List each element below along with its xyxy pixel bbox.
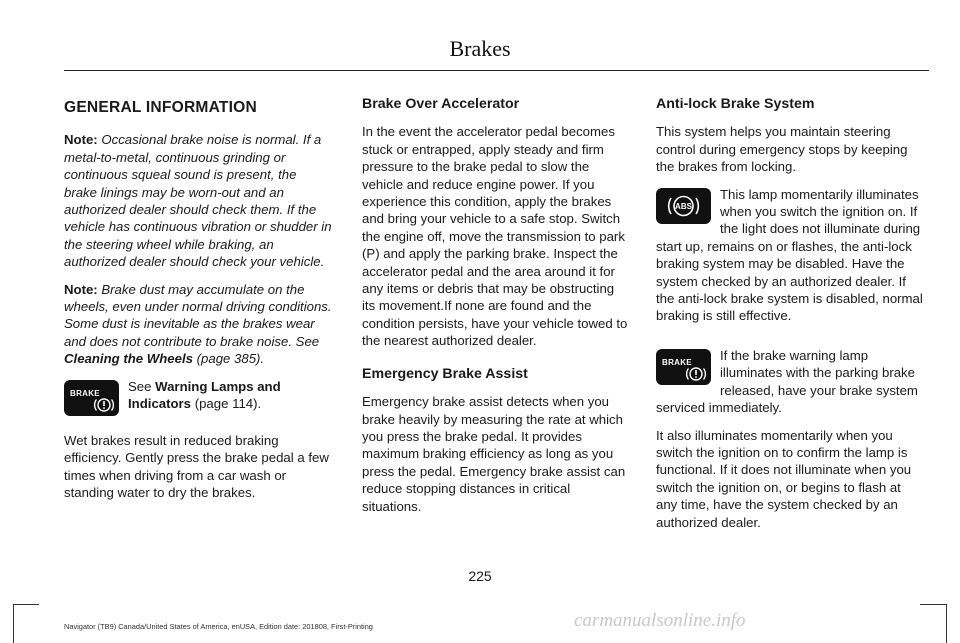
page-header-title: Brakes bbox=[449, 36, 511, 61]
brake-lamp-paragraph bbox=[656, 347, 924, 417]
abs-lamp-text: This lamp momentarily illuminates when you switch the ignition on. If the light does not illuminate during start up, remains on or flashes, the anti-lock braking system may be disabled. Have the system checked by an authorized dealer. If the anti-lock brake system is disabled, normal braking is still effective. bbox=[656, 186, 923, 324]
header-divider bbox=[64, 70, 929, 71]
heading-brake-over-accelerator: Brake Over Accelerator bbox=[362, 96, 520, 112]
watermark: carmanualsonline.info bbox=[574, 610, 746, 631]
column-brake-assist bbox=[362, 96, 630, 525]
section-heading-general-information: GENERAL INFORMATION bbox=[64, 99, 257, 116]
note-brake-dust bbox=[64, 281, 332, 368]
circle-exclamation-icon bbox=[656, 349, 711, 385]
brake-lamp-text: If the brake warning lamp illuminates with the parking brake released, have your brake system serviced immediately. bbox=[656, 347, 918, 416]
abs-label: ABS bbox=[675, 201, 692, 211]
emergency-brake-assist-paragraph: Emergency brake assist detects when you brake heavily by measuring the rate at which you press the brake pedal. It provides maximum braking efficiency as long as you press the pedal. Emergency brake assist can reduce stopping distances in critical situations. bbox=[362, 394, 626, 514]
brake-lamp-check-paragraph: It also illuminates momentarily when you switch the ignition on to confirm the lamp is functional. If it does not illuminate when you switch the ignition on, or begins to flash at any time, have the system checked by an authorized dealer. bbox=[656, 427, 912, 530]
brake-warning-lamp-icon bbox=[64, 380, 119, 416]
page-number: 225 bbox=[468, 568, 492, 584]
brake-over-accelerator-paragraph: In the event the accelerator pedal becomes stuck or entrapped, apply steady and firm pressure to the brake pedal to slow the vehicle and reduce engine power. If you experience this condition, apply the brakes and bring your vehicle to a safe stop. Switch the engine off, move the transmission to park (P) and apply the parking brake. Inspect the accelerator pedal and the area around it for any items or debris that may be obstructing its movement.If none are found and the condition persists, have your vehicle towed to the nearest authorized dealer. bbox=[362, 124, 628, 349]
footer-edition-text: Navigator (TB9) Canada/United States of America, enUSA, Edition date: 201808, First-Printing bbox=[64, 622, 373, 631]
page-reference: (page 385). bbox=[192, 351, 265, 367]
note-label: Note: bbox=[64, 132, 98, 148]
see-prefix: See bbox=[128, 378, 156, 394]
abs-intro-paragraph: This system helps you maintain steering control during emergency stops by keeping the brakes from locking. bbox=[656, 124, 908, 175]
note-brake-noise bbox=[64, 131, 332, 270]
crop-mark bbox=[920, 604, 946, 605]
column-anti-lock bbox=[656, 96, 924, 541]
circle-exclamation-icon bbox=[64, 380, 119, 416]
note-text: Occasional brake noise is normal. If a metal-to-metal, continuous grinding or continuous squeal sound is present, the brake linings may be worn-out and an authorized dealer should check them. If the vehicle has continuous vibration or shudder in the steering wheel while braking, an authorized dealer should check your vehicle. bbox=[64, 132, 332, 270]
abs-lamp-paragraph bbox=[656, 186, 924, 325]
heading-anti-lock-brake-system: Anti-lock Brake System bbox=[656, 96, 815, 112]
lamp-label: BRAKE bbox=[70, 388, 100, 398]
cross-reference-link[interactable]: Cleaning the Wheels bbox=[64, 351, 193, 367]
note-label: Note: bbox=[64, 281, 98, 297]
wet-brakes-paragraph: Wet brakes result in reduced braking efficiency. Gently press the brake pedal a few times when driving from a car wash or standing water to dry the brakes. bbox=[64, 432, 329, 500]
note-text: Brake dust may accumulate on the wheels, even under normal driving conditions. Some dust is inevitable as the brakes wear and does not contribute to brake noise. See bbox=[64, 281, 332, 349]
lamp-label: BRAKE bbox=[662, 357, 692, 367]
heading-emergency-brake-assist: Emergency Brake Assist bbox=[362, 365, 528, 382]
brake-warning-lamp-icon bbox=[656, 349, 711, 385]
crop-mark bbox=[13, 604, 39, 605]
page-reference: (page 114). bbox=[191, 396, 262, 412]
brake-lamp-reference bbox=[64, 378, 332, 420]
column-general-information bbox=[64, 96, 332, 511]
crop-mark bbox=[946, 604, 947, 643]
crop-mark bbox=[13, 604, 14, 643]
abs-warning-lamp-icon bbox=[656, 188, 711, 224]
cross-reference-link[interactable]: Warning Lamps and Indicators bbox=[128, 378, 281, 412]
